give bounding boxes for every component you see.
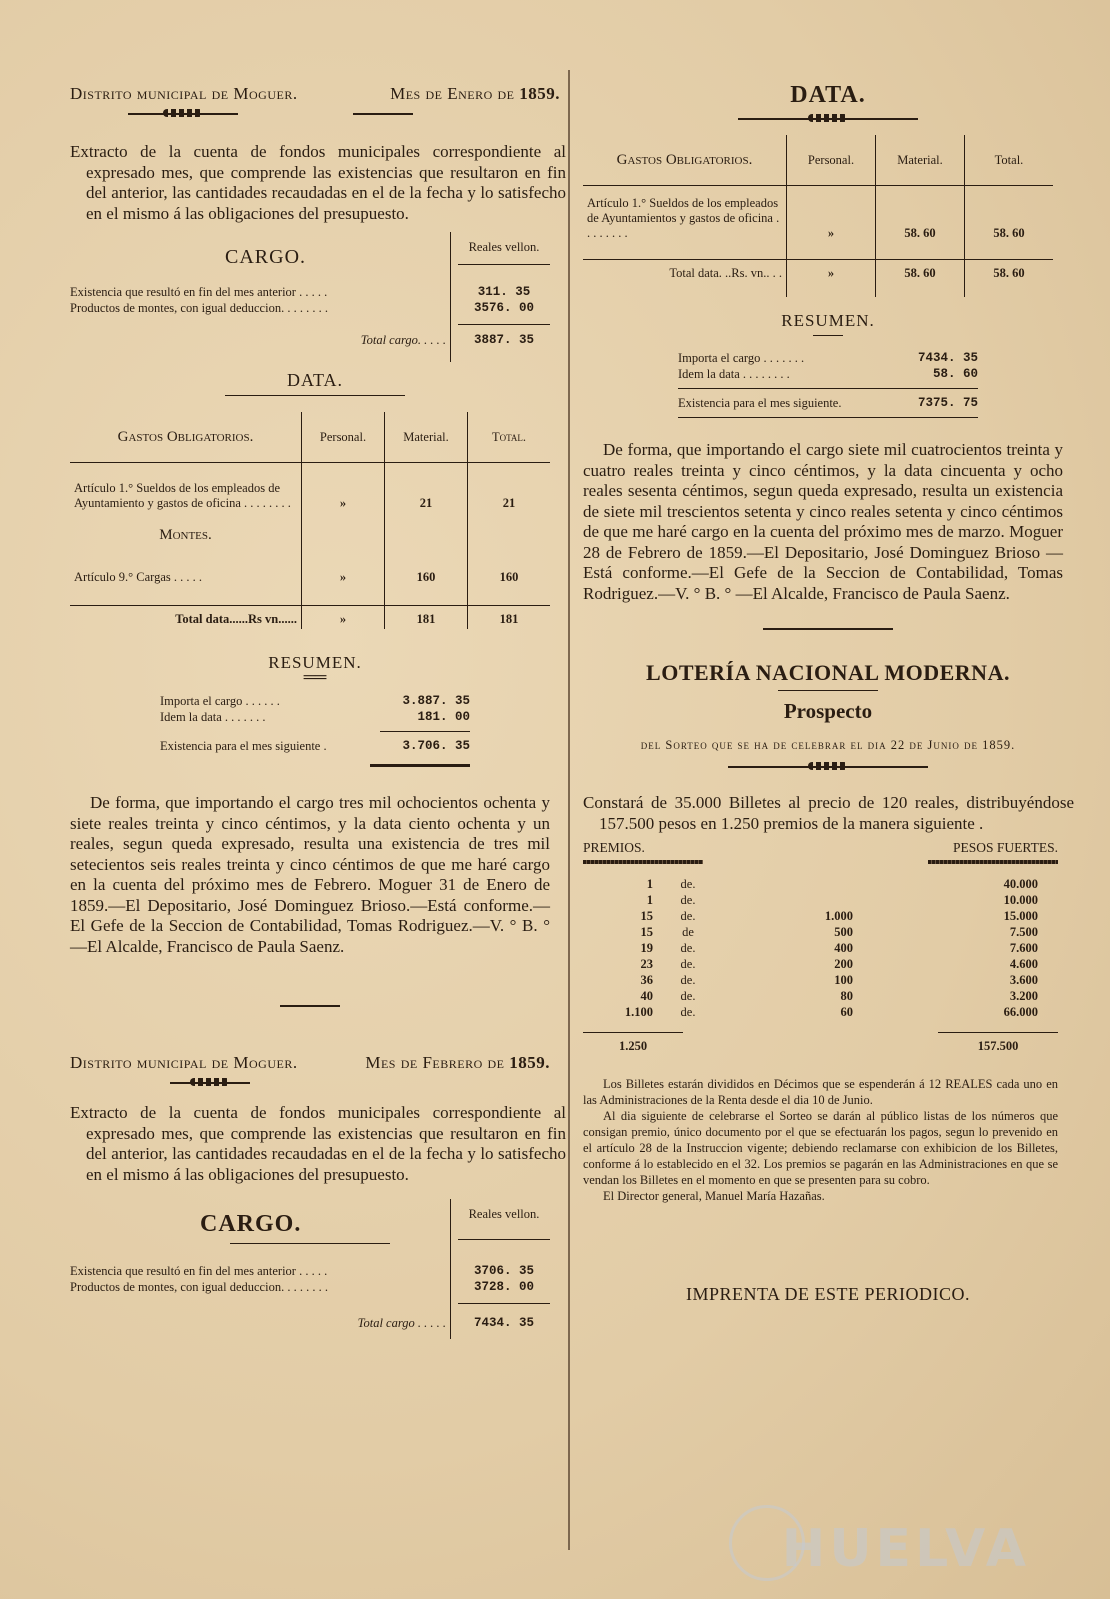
closing-paragraph: De forma, que importando el cargo tres mil ochocientos ochenta y siete reales treinta y cinco céntimos, y la data ciento ochenta y un reales, segun queda expresado, resulta una existencia de tres mil setecientos seis reales treinta y cinco céntimos de que me haré cargo en la cuenta del próximo mes de Febrero. Moguer 31 de Enero de 1859.—El Depositario, José Dominguez Brioso.—Está conforme.—El Gefe de la Seccion de Contabilidad, Tomas Rodriguez.—V. ° B. ° —El Alcalde, Francisco de Paula Saenz. — [70, 793, 550, 956]
year-label: 1859. — [519, 84, 560, 103]
col-total: Total. — [468, 412, 551, 463]
table-total-row: Total data......Rs vn...... » 181 181 — [70, 606, 550, 630]
ornament-rule — [128, 108, 238, 120]
lottery-notes: Los Billetes estarán divididos en Décimos que se espenderán á 12 REALES cada uno en las Administraciones de la Renta desde el dia 10 de Junio. Al dia siguiente de celebrarse el Sorteo se darán al público listas de los números que consigan premio, único documento por el que se efectuarán los pagos, segun lo prevenido en el artículo 28 de la Instruccion vigente; debiendo reclamarse con exhibicion de los Billetes, conforme á lo establecido en el 32. Los premios se pagarán en las Administraciones en que se vendan los Billetes en el momento en que se presenten para su cobro. El Director general, Manuel María Hazañas. — [583, 1077, 1058, 1203]
right-column — [583, 70, 1073, 1305]
value-column-header: Reales vellon. — [468, 240, 540, 254]
montes-heading: Montes. — [159, 527, 212, 543]
section-header — [70, 84, 560, 104]
cargo-block — [70, 232, 550, 362]
district-label: Distrito municipal de Moguer. — [70, 84, 298, 103]
premios-total: 1.250 — [583, 1032, 683, 1054]
prospecto-title: Prospecto — [783, 699, 873, 723]
data-title-right: DATA. — [790, 82, 866, 108]
cargo-row: Existencia que resultó en fin del mes anterior . . . . . 311. 35 — [70, 285, 531, 299]
premio-row: 1 de. 40.000 — [646, 877, 1038, 891]
table-total-row: Total data. ..Rs. vn.. . . » 58. 60 58. 60 — [583, 260, 1053, 298]
imprenta-footer: IMPRENTA DE ESTE PERIODICO. — [685, 1284, 971, 1304]
column-divider — [568, 70, 570, 1550]
premio-row: 19 de. 400 7.600 — [640, 941, 1038, 955]
cargo-total-row-2: Total cargo . . . . . 7434. 35 — [357, 1316, 534, 1330]
premio-row: 15 de 500 7.500 — [640, 925, 1038, 939]
table-row: Artículo 1.° Sueldos de los empleados de Ayuntamientos y gastos de oficina . . . . . . . . » 58. 60 58. 60 — [583, 186, 1053, 260]
pesos-total: 157.500 — [938, 1032, 1058, 1054]
table-row — [70, 513, 550, 546]
premio-row: 1.100 de. 60 66.000 — [624, 1005, 1038, 1019]
premio-row: 15 de. 1.000 15.000 — [640, 909, 1038, 923]
col-personal: Personal. — [302, 412, 385, 463]
cargo-total-row: Total cargo. . . . . 3887. 35 — [360, 333, 534, 347]
month-label: Mes de Enero de — [390, 84, 515, 103]
extract-paragraph: Extracto de la cuenta de fondos municipales correspondiente al expresado mes, que comprende las existencias que resultaron en fin del anterior, las cantidades recaudadas en el de la fecha y lo satisfecho en el mismo á las obligaciones del presupuesto. — [70, 142, 566, 223]
loteria-title: LOTERÍA NACIONAL MODERNA. — [646, 660, 1010, 685]
cargo-row: Productos de montes, con igual deduccion. . . . . . . . 3576. 00 — [70, 301, 534, 315]
short-rule — [353, 113, 413, 115]
premio-row: 40 de. 80 3.200 — [640, 989, 1038, 1003]
premios-table — [583, 840, 1058, 1054]
cargo-row: Productos de montes, con igual deduccion. . . . . . . . 3728. 00 — [70, 1280, 534, 1294]
cargo-title-2: CARGO. — [200, 1211, 302, 1237]
data-title: DATA. — [286, 370, 344, 390]
left-column: Distrito municipal de Moguer. Mes de Enero de 1859. Extracto de la cuenta de fondos municipales correspondiente al expresado mes, que comprende las existencias que resultaron en fin del anterior, las cantidades recaudadas en el de la fecha y lo satisfecho en el mismo á las obligaciones del presupuesto. Reales vellon. CARGO. Existencia que resultó en fin del mes anterior . . . . . 311. 35 Productos de montes, con igual deduccion. . . . . . . . 3576. 00 Total cargo. . . . . 3887. 35 DATA. Gastos Obligatorios. Personal. Material. Total. Artículo 1.° Sueldos de los empleados de Ayuntamiento y gastos de oficina . . . . . . . . » 21 21 Montes. Artículo 9.° Cargas . . . . . » 160 160 Total data......Rs vn...... » 181 181 RESUMEN. ══ Importa el cargo . . . . . . 3.887. 35 Idem la data . . . . . . . 181. 00 Existencia para el mes siguiente . 3.706. 35 De forma, que importando el cargo tres mil ochocientos ochenta y siete reales treinta y cinco céntimos, y la data ciento ochenta y un reales, segun queda expresado, resulta una existencia de tres mil setecientos seis reales treinta y cinco céntimos de que me haré cargo en la cuenta del próximo mes de Febrero. Moguer 31 de Enero de 1859.—El Depositario, José Dominguez Brioso.—Está conforme.—El Gefe de la Seccion de Contabilidad, Tomas Rodriguez.—V. ° B. ° —El Alcalde, Francisco de Paula Saenz. Distrito municipal de Moguer. Mes de Febrero de 1859. Extracto de la cuenta de fondos municipales correspondiente al expresado mes, que comprende las existencias que resultaron en fin del anterior, las cantidades recaudadas en el de la fecha y lo satisfecho en el mismo á las obligaciones del presupuesto. Reales vellon. CARGO. Existencia que resultó en fin del mes anterior . . . . . 3706. 35 Productos de montes, con igual deduccion. . . . . . . . 3728. 00 Total cargo . . . . . 7434. 35 — [70, 70, 560, 1339]
section-header-2: Distrito municipal de Moguer. Mes de Febrero de 1859. — [70, 1053, 550, 1072]
table-row: Artículo 9.° Cargas . . . . . » 160 160 — [70, 546, 550, 606]
premio-row: 23 de. 200 4.600 — [640, 957, 1038, 971]
cargo-block-2: Reales vellon. CARGO. Existencia que resultó en fin del mes anterior . . . . . 3706. 35 Productos de montes, con igual deduccion. . . . . . . . 3728. 00 Total cargo . . . . . 7434. 35 — [70, 1199, 550, 1339]
resumen-block-right: Importa el cargo . . . . . . . 7434. 35 Idem la data . . . . . . . . 58. 60 Existencia para el mes siguiente. 7375. 75 — [678, 350, 978, 418]
premio-row: 1 de. 10.000 — [646, 893, 1038, 907]
table-row: Artículo 1.° Sueldos de los empleados de Ayuntamiento y gastos de oficina . . . . . . . . » 21 21 — [70, 463, 550, 514]
extract-paragraph-2: Extracto de la cuenta de fondos municipales correspondiente al expresado mes, que comprende las existencias que resultaron en fin del anterior, las cantidades recaudadas en el de la fecha y lo satisfecho en el mismo á las obligaciones del presupuesto. — [70, 1103, 566, 1184]
watermark-text: HUELVA — [781, 1519, 1030, 1579]
pesos-header: PESOS FUERTES. — [953, 840, 1058, 855]
constara-paragraph: Constará de 35.000 Billetes al precio de 120 reales, distribuyéndose 157.500 pesos en 1.250 premios de la manera siguiente . — [583, 793, 1074, 833]
col-gastos: Gastos Obligatorios. — [70, 412, 302, 463]
cargo-title: CARGO. — [225, 246, 307, 268]
resumen-title-right: RESUMEN. — [781, 311, 875, 330]
cargo-row: Existencia que resultó en fin del mes anterior . . . . . 3706. 35 — [70, 1264, 534, 1278]
closing-paragraph-right: De forma, que importando el cargo siete mil cuatrocientos treinta y cuatro reales treinta y cinco céntimos, y la data cincuenta y ocho reales sesenta céntimos, segun queda expresado, resulta un existencia de siete mil trescientos setenta y cinco reales setenta y cinco céntimos de que me haré cargo en la cuenta del próximo mes de marzo. Moguer 28 de Febrero de 1859.—El Depositario, José Dominguez Brioso —Está conforme.—El Gefe de la Seccion de Contabilidad, Tomas Rodriguez.—V. ° B. ° —El Alcalde, Francisco de Paula Saenz. — [583, 440, 1063, 603]
sorteo-line: del Sorteo que se ha de celebrar el dia 22 de Junio de 1859. — [640, 738, 1016, 752]
data-table — [70, 412, 550, 629]
premios-header: PREMIOS. — [583, 840, 645, 855]
data-table-right: Gastos Obligatorios. Personal. Material. Total. Artículo 1.° Sueldos de los empleados de Ayuntamientos y gastos de oficina . . . . . . . . » 58. 60 58. 60 Total data. ..Rs. vn.. . . » 58. 60 58. 60 — [583, 135, 1053, 297]
col-material: Material. — [385, 412, 468, 463]
resumen-title: RESUMEN. — [268, 653, 362, 672]
premio-row: 36 de. 100 3.600 — [640, 973, 1038, 987]
resumen-block: Importa el cargo . . . . . . 3.887. 35 Idem la data . . . . . . . 181. 00 Existencia para el mes siguiente . 3.706. 35 — [160, 694, 470, 753]
